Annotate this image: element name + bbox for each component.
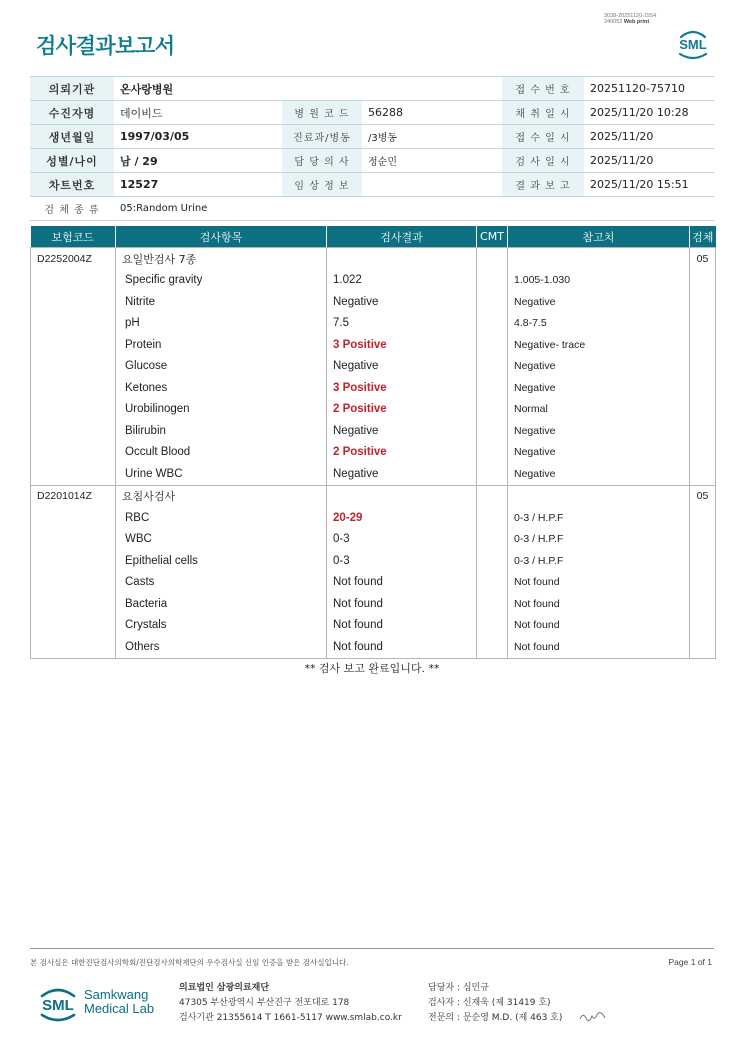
label-received-at: 접 수 일 시 (502, 125, 584, 149)
group-name: 요일반검사 7종 (116, 248, 327, 270)
specimen-cell (690, 615, 716, 637)
result-value-abnormal: 20-29 (327, 507, 477, 529)
reference-range: Negative (508, 291, 690, 313)
result-value: 1.022 (327, 270, 477, 292)
print-code-line1: 3038-20251120-1554 (604, 13, 657, 19)
print-code (604, 13, 656, 25)
test-item: Bacteria (116, 593, 327, 615)
result-value: Negative (327, 420, 477, 442)
cmt-cell (477, 636, 508, 658)
value-reported-at: 2025/11/20 15:51 (584, 173, 714, 197)
info-row (30, 125, 714, 149)
value-doctor: 정순민 (362, 149, 502, 173)
cmt-cell (477, 550, 508, 572)
cmt-cell (477, 291, 508, 313)
test-item: Specific gravity (116, 270, 327, 292)
column-header: 검사항목 (116, 226, 327, 248)
result-value-abnormal: 2 Positive (327, 442, 477, 464)
specimen-code: 05 (690, 485, 716, 507)
specimen-cell (690, 550, 716, 572)
table-row (31, 270, 716, 292)
info-row (30, 77, 714, 101)
specimen-cell (690, 529, 716, 551)
insurance-code: D2252004Z (31, 248, 116, 270)
column-header: 검체 (690, 226, 716, 248)
specimen-cell (690, 313, 716, 335)
cmt-cell (477, 377, 508, 399)
test-item: Protein (116, 334, 327, 356)
certification-note: 본 검사실은 대한진단검사의학회/진단검사의학재단의 우수검사실 신임 인증을 받은 검사실입니다. (30, 958, 349, 967)
test-item: Bilirubin (116, 420, 327, 442)
insurance-code (31, 572, 116, 594)
cmt-cell (477, 485, 508, 507)
cmt-cell (477, 399, 508, 421)
brand-name (84, 988, 154, 1016)
specimen-cell (690, 399, 716, 421)
insurance-code (31, 529, 116, 551)
label-doctor: 담 당 의 사 (282, 149, 362, 173)
test-item: Crystals (116, 615, 327, 637)
info-row (30, 101, 714, 125)
cmt-cell (477, 248, 508, 270)
result-value: 0-3 (327, 529, 477, 551)
insurance-code (31, 593, 116, 615)
table-row (31, 550, 716, 572)
staff-role: 담당자 : (428, 983, 460, 993)
result-value-abnormal: 2 Positive (327, 399, 477, 421)
print-code-line2: 240053 (604, 19, 623, 25)
reference-range: Negative (508, 356, 690, 378)
column-header: 검사결과 (327, 226, 477, 248)
value-hospital-code: 56288 (362, 101, 502, 125)
value-specimen-type: 05:Random Urine (114, 197, 714, 221)
table-row (31, 420, 716, 442)
specimen-cell (690, 463, 716, 485)
result-value: Negative (327, 291, 477, 313)
label-clinical-info: 임 상 정 보 (282, 173, 362, 197)
staff-role: 전문의 : (428, 1013, 460, 1023)
label-reported-at: 결 과 보 고 (502, 173, 584, 197)
reference-range: 0-3 / H.P.F (508, 550, 690, 572)
test-item: Others (116, 636, 327, 658)
value-tested-at: 2025/11/20 (584, 149, 714, 173)
specimen-cell (690, 572, 716, 594)
reference-range: Negative (508, 420, 690, 442)
staff-info (428, 981, 562, 1026)
value-sex-age: 남 / 29 (114, 149, 282, 173)
org-info (179, 981, 402, 1026)
result-value: Negative (327, 463, 477, 485)
table-row (31, 356, 716, 378)
result-cell (327, 485, 477, 507)
insurance-code (31, 636, 116, 658)
test-item: Epithelial cells (116, 550, 327, 572)
cmt-cell (477, 420, 508, 442)
label-dept-ward: 진료과/병동 (282, 125, 362, 149)
reference-range: Not found (508, 615, 690, 637)
value-birth: 1997/03/05 (114, 125, 282, 149)
reference-range: Negative- trace (508, 334, 690, 356)
value-chart-no: 12527 (114, 173, 282, 197)
result-value: Not found (327, 636, 477, 658)
group-row (31, 248, 716, 270)
specimen-cell (690, 356, 716, 378)
test-item: Nitrite (116, 291, 327, 313)
insurance-code (31, 356, 116, 378)
result-value: Not found (327, 615, 477, 637)
value-received-at: 2025/11/20 (584, 125, 714, 149)
insurance-code (31, 270, 116, 292)
cmt-cell (477, 334, 508, 356)
label-tested-at: 검 사 일 시 (502, 149, 584, 173)
label-collected-at: 채 취 일 시 (502, 101, 584, 125)
reference-range: Not found (508, 572, 690, 594)
insurance-code (31, 291, 116, 313)
specimen-cell (690, 420, 716, 442)
brand-line2: Medical Lab (84, 1001, 155, 1016)
reference-range: Not found (508, 593, 690, 615)
specimen-cell (690, 593, 716, 615)
insurance-code (31, 313, 116, 335)
result-value-abnormal: 3 Positive (327, 334, 477, 356)
table-row (31, 615, 716, 637)
test-item: Occult Blood (116, 442, 327, 464)
footer-divider (30, 948, 714, 949)
table-row (31, 593, 716, 615)
patient-info-table (30, 76, 714, 221)
specimen-code: 05 (690, 248, 716, 270)
cmt-cell (477, 507, 508, 529)
result-value: Not found (327, 572, 477, 594)
reference-cell (508, 485, 690, 507)
org-name: 의료법인 삼광의료재단 (179, 983, 270, 993)
insurance-code (31, 463, 116, 485)
group-row (31, 485, 716, 507)
sml-footer-logo-icon (36, 982, 80, 1026)
insurance-code (31, 550, 116, 572)
completion-note: ** 검사 보고 완료입니다. ** (304, 662, 440, 675)
column-header: 보험코드 (31, 226, 116, 248)
reference-range: Normal (508, 399, 690, 421)
result-value: 0-3 (327, 550, 477, 572)
print-code-tag: Web print (623, 19, 650, 25)
column-header: CMT (477, 226, 508, 248)
sml-logo-icon (673, 24, 713, 64)
table-row (31, 636, 716, 658)
label-hospital-code: 병 원 코 드 (282, 101, 362, 125)
table-row (31, 399, 716, 421)
staff-name: 문순영 M.D. (제 463 호) (462, 1013, 563, 1023)
results-header-row (31, 226, 716, 248)
test-item: Casts (116, 572, 327, 594)
brand-line1: Samkwang (84, 987, 149, 1002)
staff-row (428, 981, 562, 996)
insurance-code (31, 399, 116, 421)
label-specimen-type: 검 체 종 류 (30, 197, 114, 221)
table-row (31, 463, 716, 485)
specimen-cell (690, 270, 716, 292)
sml-logo-text: SML (679, 37, 707, 52)
test-item: Ketones (116, 377, 327, 399)
cmt-cell (477, 442, 508, 464)
insurance-code (31, 334, 116, 356)
insurance-code: D2201014Z (31, 485, 116, 507)
result-value-abnormal: 3 Positive (327, 377, 477, 399)
reference-range: Negative (508, 377, 690, 399)
label-birth: 생년월일 (30, 125, 114, 149)
table-row (31, 572, 716, 594)
insurance-code (31, 420, 116, 442)
staff-row (428, 1011, 562, 1026)
value-hospital: 온사랑병원 (114, 77, 502, 101)
table-row (31, 291, 716, 313)
test-item: Urobilinogen (116, 399, 327, 421)
label-patient-name: 수진자명 (30, 101, 114, 125)
reference-range: 1.005-1.030 (508, 270, 690, 292)
table-row (31, 529, 716, 551)
page-title: 검사결과보고서 (36, 34, 175, 58)
specimen-cell (690, 442, 716, 464)
cmt-cell (477, 572, 508, 594)
staff-name: 심민규 (462, 983, 489, 993)
value-dept-ward: /3병동 (362, 125, 502, 149)
results-table (30, 226, 716, 659)
insurance-code (31, 615, 116, 637)
table-row (31, 377, 716, 399)
test-item: Glucose (116, 356, 327, 378)
table-row (31, 442, 716, 464)
test-item: pH (116, 313, 327, 335)
cmt-cell (477, 463, 508, 485)
reference-range: 0-3 / H.P.F (508, 507, 690, 529)
specimen-cell (690, 291, 716, 313)
reference-cell (508, 248, 690, 270)
specimen-cell (690, 507, 716, 529)
table-row (31, 313, 716, 335)
cmt-cell (477, 356, 508, 378)
page-number: Page 1 of 1 (668, 957, 712, 967)
result-cell (327, 248, 477, 270)
value-clinical-info (362, 173, 502, 197)
cmt-cell (477, 529, 508, 551)
cmt-cell (477, 313, 508, 335)
test-item: Urine WBC (116, 463, 327, 485)
signature-icon (578, 1010, 608, 1024)
sml-footer-logo-text: SML (42, 997, 74, 1014)
value-collected-at: 2025/11/20 10:28 (584, 101, 714, 125)
info-row (30, 173, 714, 197)
result-value: 7.5 (327, 313, 477, 335)
staff-name: 신재욱 (제 31419 호) (462, 998, 551, 1008)
staff-row (428, 996, 562, 1011)
reference-range: Negative (508, 463, 690, 485)
table-row (31, 507, 716, 529)
cmt-cell (477, 615, 508, 637)
info-row (30, 197, 714, 221)
specimen-cell (690, 377, 716, 399)
specimen-cell (690, 636, 716, 658)
label-hospital: 의뢰기관 (30, 77, 114, 101)
column-header: 참고치 (508, 226, 690, 248)
reference-range: Negative (508, 442, 690, 464)
test-item: WBC (116, 529, 327, 551)
cmt-cell (477, 593, 508, 615)
label-receipt-no: 접 수 번 호 (502, 77, 584, 101)
result-value: Not found (327, 593, 477, 615)
test-item: RBC (116, 507, 327, 529)
group-name: 요침사검사 (116, 485, 327, 507)
reference-range: 4.8-7.5 (508, 313, 690, 335)
table-row (31, 334, 716, 356)
info-row (30, 149, 714, 173)
specimen-cell (690, 334, 716, 356)
reference-range: Not found (508, 636, 690, 658)
result-value: Negative (327, 356, 477, 378)
cmt-cell (477, 270, 508, 292)
insurance-code (31, 507, 116, 529)
staff-role: 검사자 : (428, 998, 460, 1008)
results-body (31, 248, 716, 659)
label-sex-age: 성별/나이 (30, 149, 114, 173)
value-receipt-no: 20251120-75710 (584, 77, 714, 101)
value-patient-name: 데이비드 (114, 101, 282, 125)
insurance-code (31, 377, 116, 399)
reference-range: 0-3 / H.P.F (508, 529, 690, 551)
org-address: 47305 부산광역시 부산진구 전포대로 178 (179, 998, 350, 1008)
insurance-code (31, 442, 116, 464)
org-contact: 검사기관 21355614 T 1661-5117 www.smlab.co.kr (179, 1013, 402, 1023)
label-chart-no: 차트번호 (30, 173, 114, 197)
